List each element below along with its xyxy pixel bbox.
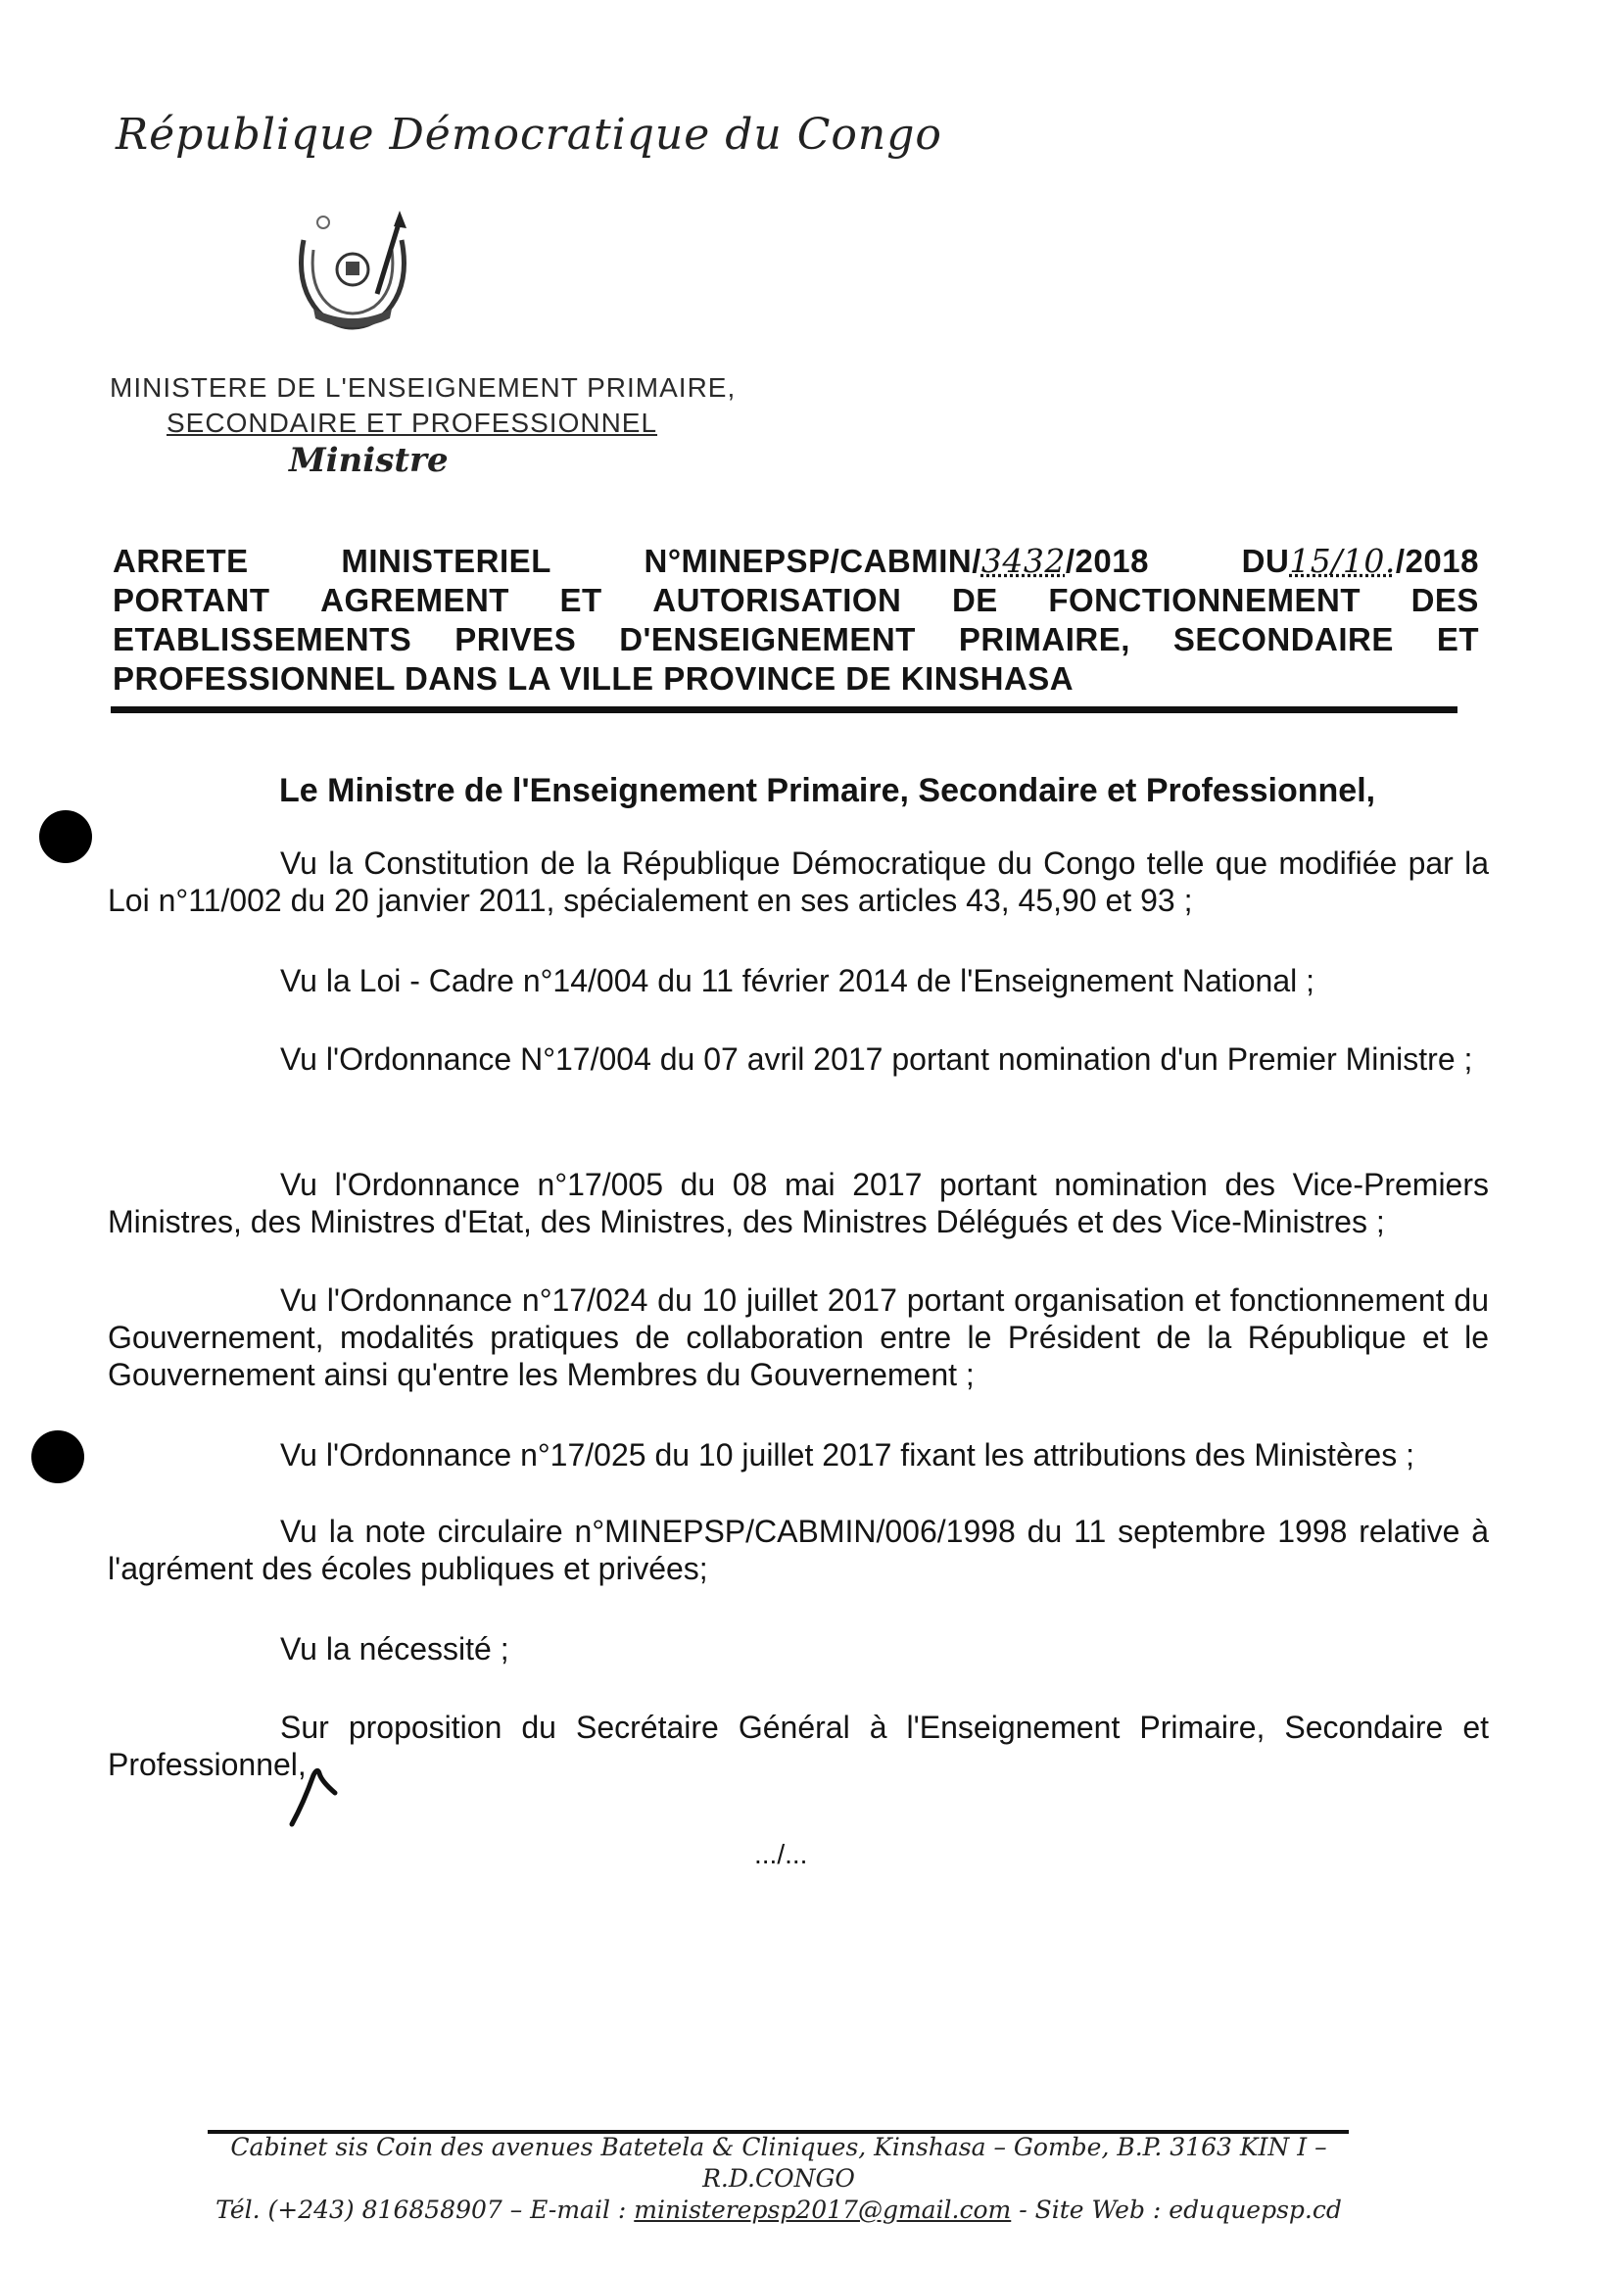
minister-heading: Le Ministre de l'Enseignement Primaire, Secondaire et Professionnel, xyxy=(279,772,1376,809)
title-word: D'ENSEIGNEMENT xyxy=(619,621,916,657)
recital-ordonnance-17-025: Vu l'Ordonnance n°17/025 du 10 juillet 2017 fixant les attributions des Ministères ; xyxy=(280,1437,1414,1473)
recital-loi-cadre: Vu la Loi - Cadre n°14/004 du 11 février 2014 de l'Enseignement National ; xyxy=(280,963,1315,998)
footer-email-link[interactable]: ministerepsp2017@gmail.com xyxy=(634,2196,1012,2224)
handwritten-number: 3432 xyxy=(980,542,1066,580)
decree-date: DU15/10./2018 xyxy=(1241,542,1479,580)
punch-hole-mark xyxy=(31,1430,84,1483)
title-word: FONCTIONNEMENT xyxy=(1048,582,1361,618)
title-line-1 xyxy=(113,542,1479,581)
title-word: AGREMENT xyxy=(320,582,509,618)
title-line-4: PROFESSIONNEL DANS LA VILLE PROVINCE DE KINSHASA xyxy=(113,660,1075,697)
footer-contact: Tél. (+243) 816858907 – E-mail : ministerepsp2017@gmail.com - Site Web : eduquepsp.cd xyxy=(215,2196,1342,2224)
recital-proposition: Sur proposition du Secrétaire Général à l'Enseignement Primaire, Secondaire et Professionnel, xyxy=(108,1710,1489,1782)
decree-title xyxy=(113,542,1479,699)
title-word: DE xyxy=(951,582,998,618)
title-word: AUTORISATION xyxy=(652,582,902,618)
title-word: PRIMAIRE, xyxy=(958,621,1130,657)
page-continuation: .../... xyxy=(754,1839,808,1869)
decree-reference: N°MINEPSP/CABMIN/3432/2018 xyxy=(644,542,1149,580)
recital-necessite: Vu la nécessité ; xyxy=(280,1631,509,1666)
title-word: ET xyxy=(1436,621,1479,657)
republic-heading: République Démocratique du Congo xyxy=(116,110,942,160)
ministry-line-2: SECONDAIRE ET PROFESSIONNEL xyxy=(167,408,658,438)
title-word: DES xyxy=(1410,582,1479,618)
recital-note-circulaire: Vu la note circulaire n°MINEPSP/CABMIN/006/1998 du 11 septembre 1998 relative à l'agrément des écoles publiques et privées; xyxy=(108,1514,1489,1586)
punch-hole-mark xyxy=(39,810,92,863)
title-line-3 xyxy=(113,620,1479,659)
recital-constitution: Vu la Constitution de la République Démocratique du Congo telle que modifiée par la Loi n°11/002 du 20 janvier 2011, spécialement en ses articles 43, 45,90 et 93 ; xyxy=(108,845,1489,918)
footer-address: Cabinet sis Coin des avenues Batetela & Cliniques, Kinshasa – Gombe, B.P. 3163 KIN I – R.D.CONGO xyxy=(230,2133,1327,2193)
title-word: SECONDAIRE xyxy=(1172,621,1394,657)
handwritten-initial-icon xyxy=(284,1763,343,1832)
footer xyxy=(196,2132,1361,2226)
handwritten-date: 15/10. xyxy=(1289,542,1396,580)
title-word: ET xyxy=(559,582,602,618)
title-word: PORTANT xyxy=(113,582,270,618)
coat-of-arms-icon xyxy=(284,201,421,348)
title-word: PRIVES xyxy=(454,621,577,657)
footer-website: - Site Web : eduquepsp.cd xyxy=(1011,2196,1342,2224)
title-word: ARRETE xyxy=(113,543,249,579)
title-word: MINISTERIEL xyxy=(341,543,551,579)
title-divider xyxy=(111,706,1457,713)
ministry-block xyxy=(110,370,736,441)
ministre-label: Ministre xyxy=(289,441,449,480)
title-line-2 xyxy=(113,581,1479,620)
title-word: ETABLISSEMENTS xyxy=(113,621,412,657)
recital-ordonnance-17-024: Vu l'Ordonnance n°17/024 du 10 juillet 2017 portant organisation et fonctionnement du Gouvernement, modalités pratiques de collaboration entre le Président de la République et le Gouvernement ainsi qu'entre les Membres du Gouvernement ; xyxy=(108,1282,1489,1392)
ministry-line-1: MINISTERE DE L'ENSEIGNEMENT PRIMAIRE, xyxy=(110,372,737,403)
recital-ordonnance-17-005: Vu l'Ordonnance n°17/005 du 08 mai 2017 portant nomination des Vice-Premiers Ministres, des Ministres d'Etat, des Ministres, des Ministres Délégués et des Vice-Ministres ; xyxy=(108,1167,1489,1239)
recital-ordonnance-17-004: Vu l'Ordonnance N°17/004 du 07 avril 2017 portant nomination d'un Premier Ministre ; xyxy=(280,1041,1473,1077)
